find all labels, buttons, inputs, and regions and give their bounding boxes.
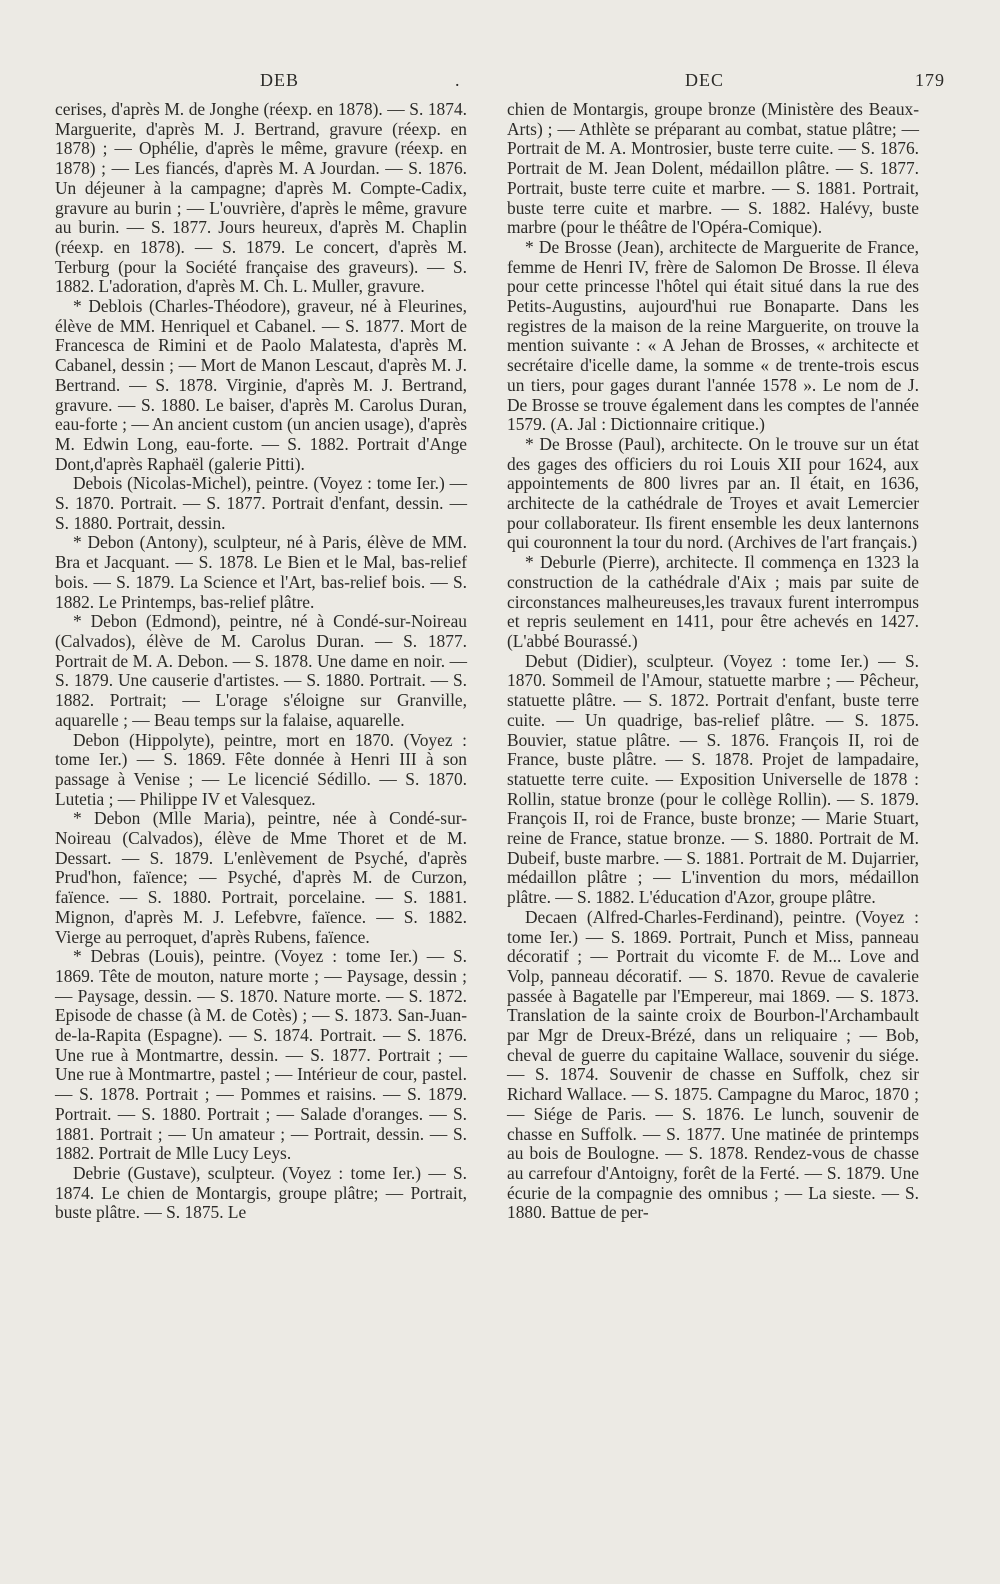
entry-paragraph: Debois (Nicolas-Michel), peintre. (Voyez : tome Ier.) — S. 1870. Portrait. — S. 1877. Portrait d'enfant, dessin. — S. 1880. Portrait, dessin.: [55, 473, 467, 533]
entry-paragraph: * Debras (Louis), peintre. (Voyez : tome Ier.) — S. 1869. Tête de mouton, nature morte ; — Paysage, dessin ; — Paysage, dessin. — S. 1870. Nature morte. — S. 1872. Episode de chasse (à M. de Cotès) ; — S. 1873. San-Juan-de-la-Rapita (Espagne). — S. 1874. Portrait. — S. 1876. Une rue à Montmartre, dessin. — S. 1877. Portrait ; — Une rue à Montmartre, pastel ; — Intérieur de cour, pastel. — S. 1878. Portrait ; — Pommes et raisins. — S. 1879. Portrait. — S. 1880. Portrait ; — Salade d'oranges. — S. 1881. Portrait ; — Un amateur ; — Portrait, dessin. — S. 1882. Portrait de Mlle Lucy Leys.: [55, 946, 467, 1164]
header-middle-mark: .: [455, 70, 461, 90]
page-number: 179: [915, 70, 945, 90]
entry-paragraph: Debon (Hippolyte), peintre, mort en 1870. (Voyez : tome Ier.) — S. 1869. Fête donnée à Henri III à son passage à Venise ; — Le licencié Sédillo. — S. 1870. Lutetia ; — Philippe IV et Valesquez.: [55, 729, 467, 809]
entry-paragraph: Decaen (Alfred-Charles-Ferdinand), peintre. (Voyez : tome Ier.) — S. 1869. Portrait, Punch et Miss, panneau décoratif ; — Portrait du vicomte F. de M... Love and Volp, panneau décoratif. — S. 1870. Revue de cavalerie passée à Bagatelle par l'Empereur, mai 1869. — S. 1873. Translation de la sainte croix de Bourbon-l'Archambault par Mgr de Dreux-Brézé, dans un reliquaire ; — Bob, cheval de guerre du capitaine Wallace, souvenir du siége. — S. 1874. Souvenir de chasse en Suffolk, chez sir Richard Wallace. — S. 1875. Campagne du Maroc, 1870 ; — Siége de Paris. — S. 1876. Le lunch, souvenir de chasse en Suffolk. — S. 1877. Une matinée de printemps au bois de Boulogne. — S. 1878. Rendez-vous de chasse au carrefour d'Antoigny, forêt de la Ferté. — S. 1879. Une écurie de la compagnie des omnibus ; — La sieste. — S. 1880. Battue de per-: [507, 906, 919, 1223]
entry-paragraph: * Debon (Mlle Maria), peintre, née à Condé-sur-Noireau (Calvados), élève de Mme Thoret et de M. Dessart. — S. 1879. L'enlèvement de Psyché, d'après Prud'hon, faïence; — Psyché, d'après M. de Curzon, faïence. — S. 1880. Portrait, porcelaine. — S. 1881. Mignon, d'après M. J. Lefebvre, faïence. — S. 1882. Vierge au perroquet, d'après Rubens, faïence.: [55, 808, 467, 947]
entry-paragraph: Debut (Didier), sculpteur. (Voyez : tome Ier.) — S. 1870. Sommeil de l'Amour, statuette marbre ; — Pêcheur, statuette plâtre. — S. 1872. Portrait d'enfant, buste terre cuite. — Un quadrige, bas-relief plâtre. — S. 1875. Bouvier, statue plâtre. — S. 1876. François II, roi de France, buste plâtre. — S. 1878. Projet de lampadaire, statuette terre cuite. — Exposition Universelle de 1878 : Rollin, statue bronze (pour le collège Rollin). — S. 1879. François II, roi de France, buste bronze; — Marie Stuart, reine de France, statue bronze. — S. 1880. Portrait de M. Dubeif, buste marbre. — S. 1881. Portrait de M. Dujarrier, médaillon plâtre ; — L'invention du mors, médaillon plâtre. — S. 1882. L'éducation d'Azor, groupe plâtre.: [507, 650, 919, 908]
header-right-word: DEC: [685, 70, 724, 90]
left-column: [55, 100, 467, 1223]
running-header: [55, 70, 945, 96]
entry-paragraph: * Deblois (Charles-Théodore), graveur, né à Fleurines, élève de MM. Henriquel et Cabanel. — S. 1877. Mort de Francesca de Rimini et de Paolo Malatesta, d'après M. Cabanel, dessin ; — Mort de Manon Lescaut, d'après M. J. Bertrand. — S. 1878. Virginie, d'après M. J. Bertrand, gravure. — S. 1880. Le baiser, d'après M. Carolus Duran, eau-forte ; — An ancient custom (un ancien usage), d'après M. Edwin Long, eau-forte. — S. 1882. Portrait d'Ange Dont,d'après Raphaël (galerie Pitti).: [55, 296, 467, 474]
right-column: [507, 100, 919, 1223]
entry-paragraph: chien de Montargis, groupe bronze (Ministère des Beaux-Arts) ; — Athlète se préparant au combat, statue plâtre; — Portrait de M. A. Montrosier, buste terre cuite. — S. 1876. Portrait de M. Jean Dolent, médaillon plâtre. — S. 1877. Portrait, buste terre cuite et marbre. — S. 1881. Portrait, buste terre cuite et marbre. — S. 1882. Halévy, buste marbre (pour le théâtre de l'Opéra-Comique).: [507, 99, 919, 238]
entry-paragraph: * De Brosse (Jean), architecte de Marguerite de France, femme de Henri IV, frère de Salomon De Brosse. Il éleva pour cette princesse l'hôtel qui était situé dans la rue des Petits-Augustins, aujourd'hui rue Bonaparte. Dans les registres de la maison de la reine Marguerite, on trouve la mention suivante : « A Jehan de Brosses, « architecte et secrétaire d'icelle dame, la somme « de trente-trois escus un tiers, pour gages durant l'année 1578 ». Le nom de J. De Brosse se trouve également dans les comptes de l'année 1579. (A. Jal : Dictionnaire critique.): [507, 236, 919, 435]
header-left-word: DEB: [260, 70, 299, 90]
entry-paragraph: Debrie (Gustave), sculpteur. (Voyez : tome Ier.) — S. 1874. Le chien de Montargis, groupe plâtre; — Portrait, buste plâtre. — S. 1875. Le: [55, 1162, 467, 1223]
entry-paragraph: * Deburle (Pierre), architecte. Il commença en 1323 la construction de la cathédrale d'Aix ; mais par suite de circonstances malheureuses,les travaux furent interrompus et repris seulement en 1411, pour être achevés en 1427. (L'abbé Bourassé.): [507, 552, 919, 651]
entry-paragraph: * Debon (Antony), sculpteur, né à Paris, élève de MM. Bra et Jacquant. — S. 1878. Le Bien et le Mal, bas-relief bois. — S. 1879. La Science et l'Art, bas-relief bois. — S. 1882. Le Printemps, bas-relief plâtre.: [55, 532, 467, 612]
entry-paragraph: * De Brosse (Paul), architecte. On le trouve sur un état des gages des officiers du roi Louis XII pour 1624, aux appointements de 800 livres par an. Il était, en 1636, architecte de la cathédrale de Troyes et avait Lemercier pour collaborateur. Ils firent ensemble les deux lanternons qui couronnent la tour du nord. (Archives de l'art français.): [507, 433, 919, 553]
entry-paragraph: cerises, d'après M. de Jonghe (réexp. en 1878). — S. 1874. Marguerite, d'après M. J. Bertrand, gravure (réexp. en 1878) ; — Ophélie, d'après le même, gravure (réexp. en 1878) ; — Les fiancés, d'après M. A Jourdan. — S. 1876. Un déjeuner à la campagne; d'après M. Compte-Cadix, gravure au burin ; — L'ouvrière, d'après le même, gravure au burin. — S. 1877. Jours heureux, d'après M. Chaplin (réexp. en 1878). — S. 1879. Le concert, d'après M. Terburg (pour la Société française des graveurs). — S. 1882. L'adoration, d'après M. Ch. L. Muller, gravure.: [55, 99, 467, 297]
entry-paragraph: * Debon (Edmond), peintre, né à Condé-sur-Noireau (Calvados), élève de M. Carolus Duran. — S. 1877. Portrait de M. A. Debon. — S. 1878. Une dame en noir. — S. 1879. Une causerie d'artistes. — S. 1880. Portrait. — S. 1882. Portrait; — L'orage s'éloigne sur Granville, aquarelle ; — Beau temps sur la falaise, aquarelle.: [55, 611, 467, 730]
